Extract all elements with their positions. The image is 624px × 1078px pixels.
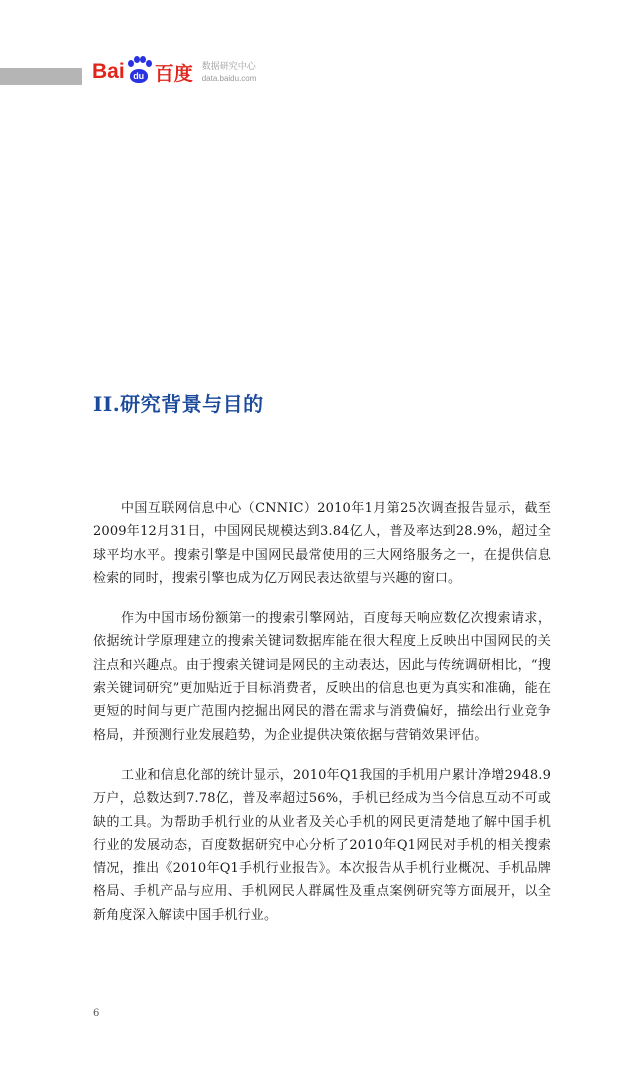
page-number: 6 xyxy=(93,1008,100,1019)
paragraph: 中国互联网信息中心（CNNIC）2010年1月第25次调查报告显示，截至2009年12月31日，中国网民规模达到3.84亿人，普及率达到28.9%，超过全球平均水平。搜索引擎是中国网民最常使用的三大网络服务之一，在提供信息检索的同时，搜索引擎也成为亿万网民表达欲望与兴趣的窗口。 xyxy=(93,501,551,586)
logo-cn-text: 百度 xyxy=(154,62,193,85)
header-gray-bar xyxy=(0,68,82,85)
logo-du-mark: du xyxy=(130,69,148,83)
paragraph: 工业和信息化部的统计显示，2010年Q1我国的手机用户累计净增2948.9万户，总数达到7.78亿，普及率超过56%，手机已经成为当今信息互动不可或缺的工具。为帮助手机行业的从业者及关心手机的网民更清楚地了解中国手机行业的发展动态，百度数据研究中心分析了2010年Q1网民对手机的相关搜索情况，推出《2010年Q1手机行业报告》。本次报告从手机行业概况、手机品牌格局、手机产品与应用、手机网民人群属性及重点案例研究等方面展开，以全新角度深入解读中国手机行业。 xyxy=(93,767,551,923)
section-title: II.研究背景与目的 xyxy=(93,392,264,416)
paragraph: 作为中国市场份额第一的搜索引擎网站，百度每天响应数亿次搜索请求，依据统计学原理建立的搜索关键词数据库能在很大程度上反映出中国网民的关注点和兴趣点。由于搜索关键词是网民的主动表达，因此与传统调研相比，“搜索关键词研究”更加贴近于目标消费者，反映出的信息也更为真实和准确，能在更短的时间与更广范围内挖掘出网民的潜在需求与消费偏好，描绘出行业竞争格局，并预测行业发展趋势，为企业提供决策依据与营销效果评估。 xyxy=(93,611,551,743)
logo-subtitle-en: data.baidu.com xyxy=(201,73,257,83)
logo-subtitle xyxy=(202,61,257,84)
logo-subtitle-cn: 数据研究中心 xyxy=(201,61,256,72)
paw-icon xyxy=(126,56,152,88)
baidu-logo xyxy=(92,52,256,92)
logo-bai-text: Bai xyxy=(92,60,125,83)
body-text xyxy=(93,497,551,944)
